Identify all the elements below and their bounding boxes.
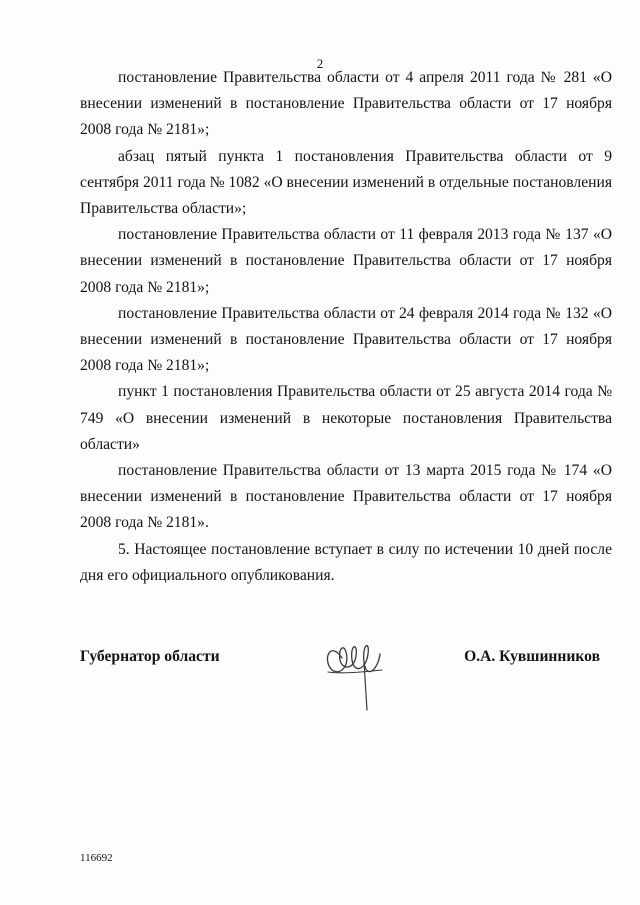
handwritten-signature <box>320 630 390 716</box>
paragraph-resolution-137: постановление Правительства области от 11 февраля 2013 года № 137 «О внесении изменений в постановление Правительства области от 17 ноября 2008 года № 2181»; <box>80 226 612 296</box>
paragraph-effective-date: 5. Настоящее постановление вступает в силу по истечении 10 дней после дня его официального опубликования. <box>80 540 612 584</box>
document-body <box>80 65 612 589</box>
paragraph-resolution-132: постановление Правительства области от 24 февраля 2014 года № 132 «О внесении изменений в постановление Правительства области от 17 ноября 2008 года № 2181»; <box>80 304 612 375</box>
signature-block <box>80 648 600 708</box>
document-code: 116692 <box>80 852 113 864</box>
paragraph-resolution-281: постановление Правительства области от 4 апреля 2011 года № 281 «О внесении изменений в постановление Правительства области от 17 ноября 2008 года № 2181»; <box>80 69 612 139</box>
paragraph-resolution-174: постановление Правительства области от 13 марта 2015 года № 174 «О внесении изменений в постановление Правительства области от 17 ноября 2008 года № 2181». <box>80 462 612 532</box>
governor-title: Губернатор области <box>80 648 220 665</box>
paragraph-resolution-1082: абзац пятый пункта 1 постановления Правительства области от 9 сентября 2011 года № 1082 «О внесении изменений в отдельные постановления Правительства области»; <box>80 147 612 218</box>
page-number: 2 <box>316 56 324 71</box>
paragraph-resolution-749: пункт 1 постановления Правительства области от 25 августа 2014 года № 749 «О внесении изменений в некоторые постановления Правительства области» <box>80 383 612 453</box>
governor-name: О.А. Кувшинников <box>464 648 600 665</box>
